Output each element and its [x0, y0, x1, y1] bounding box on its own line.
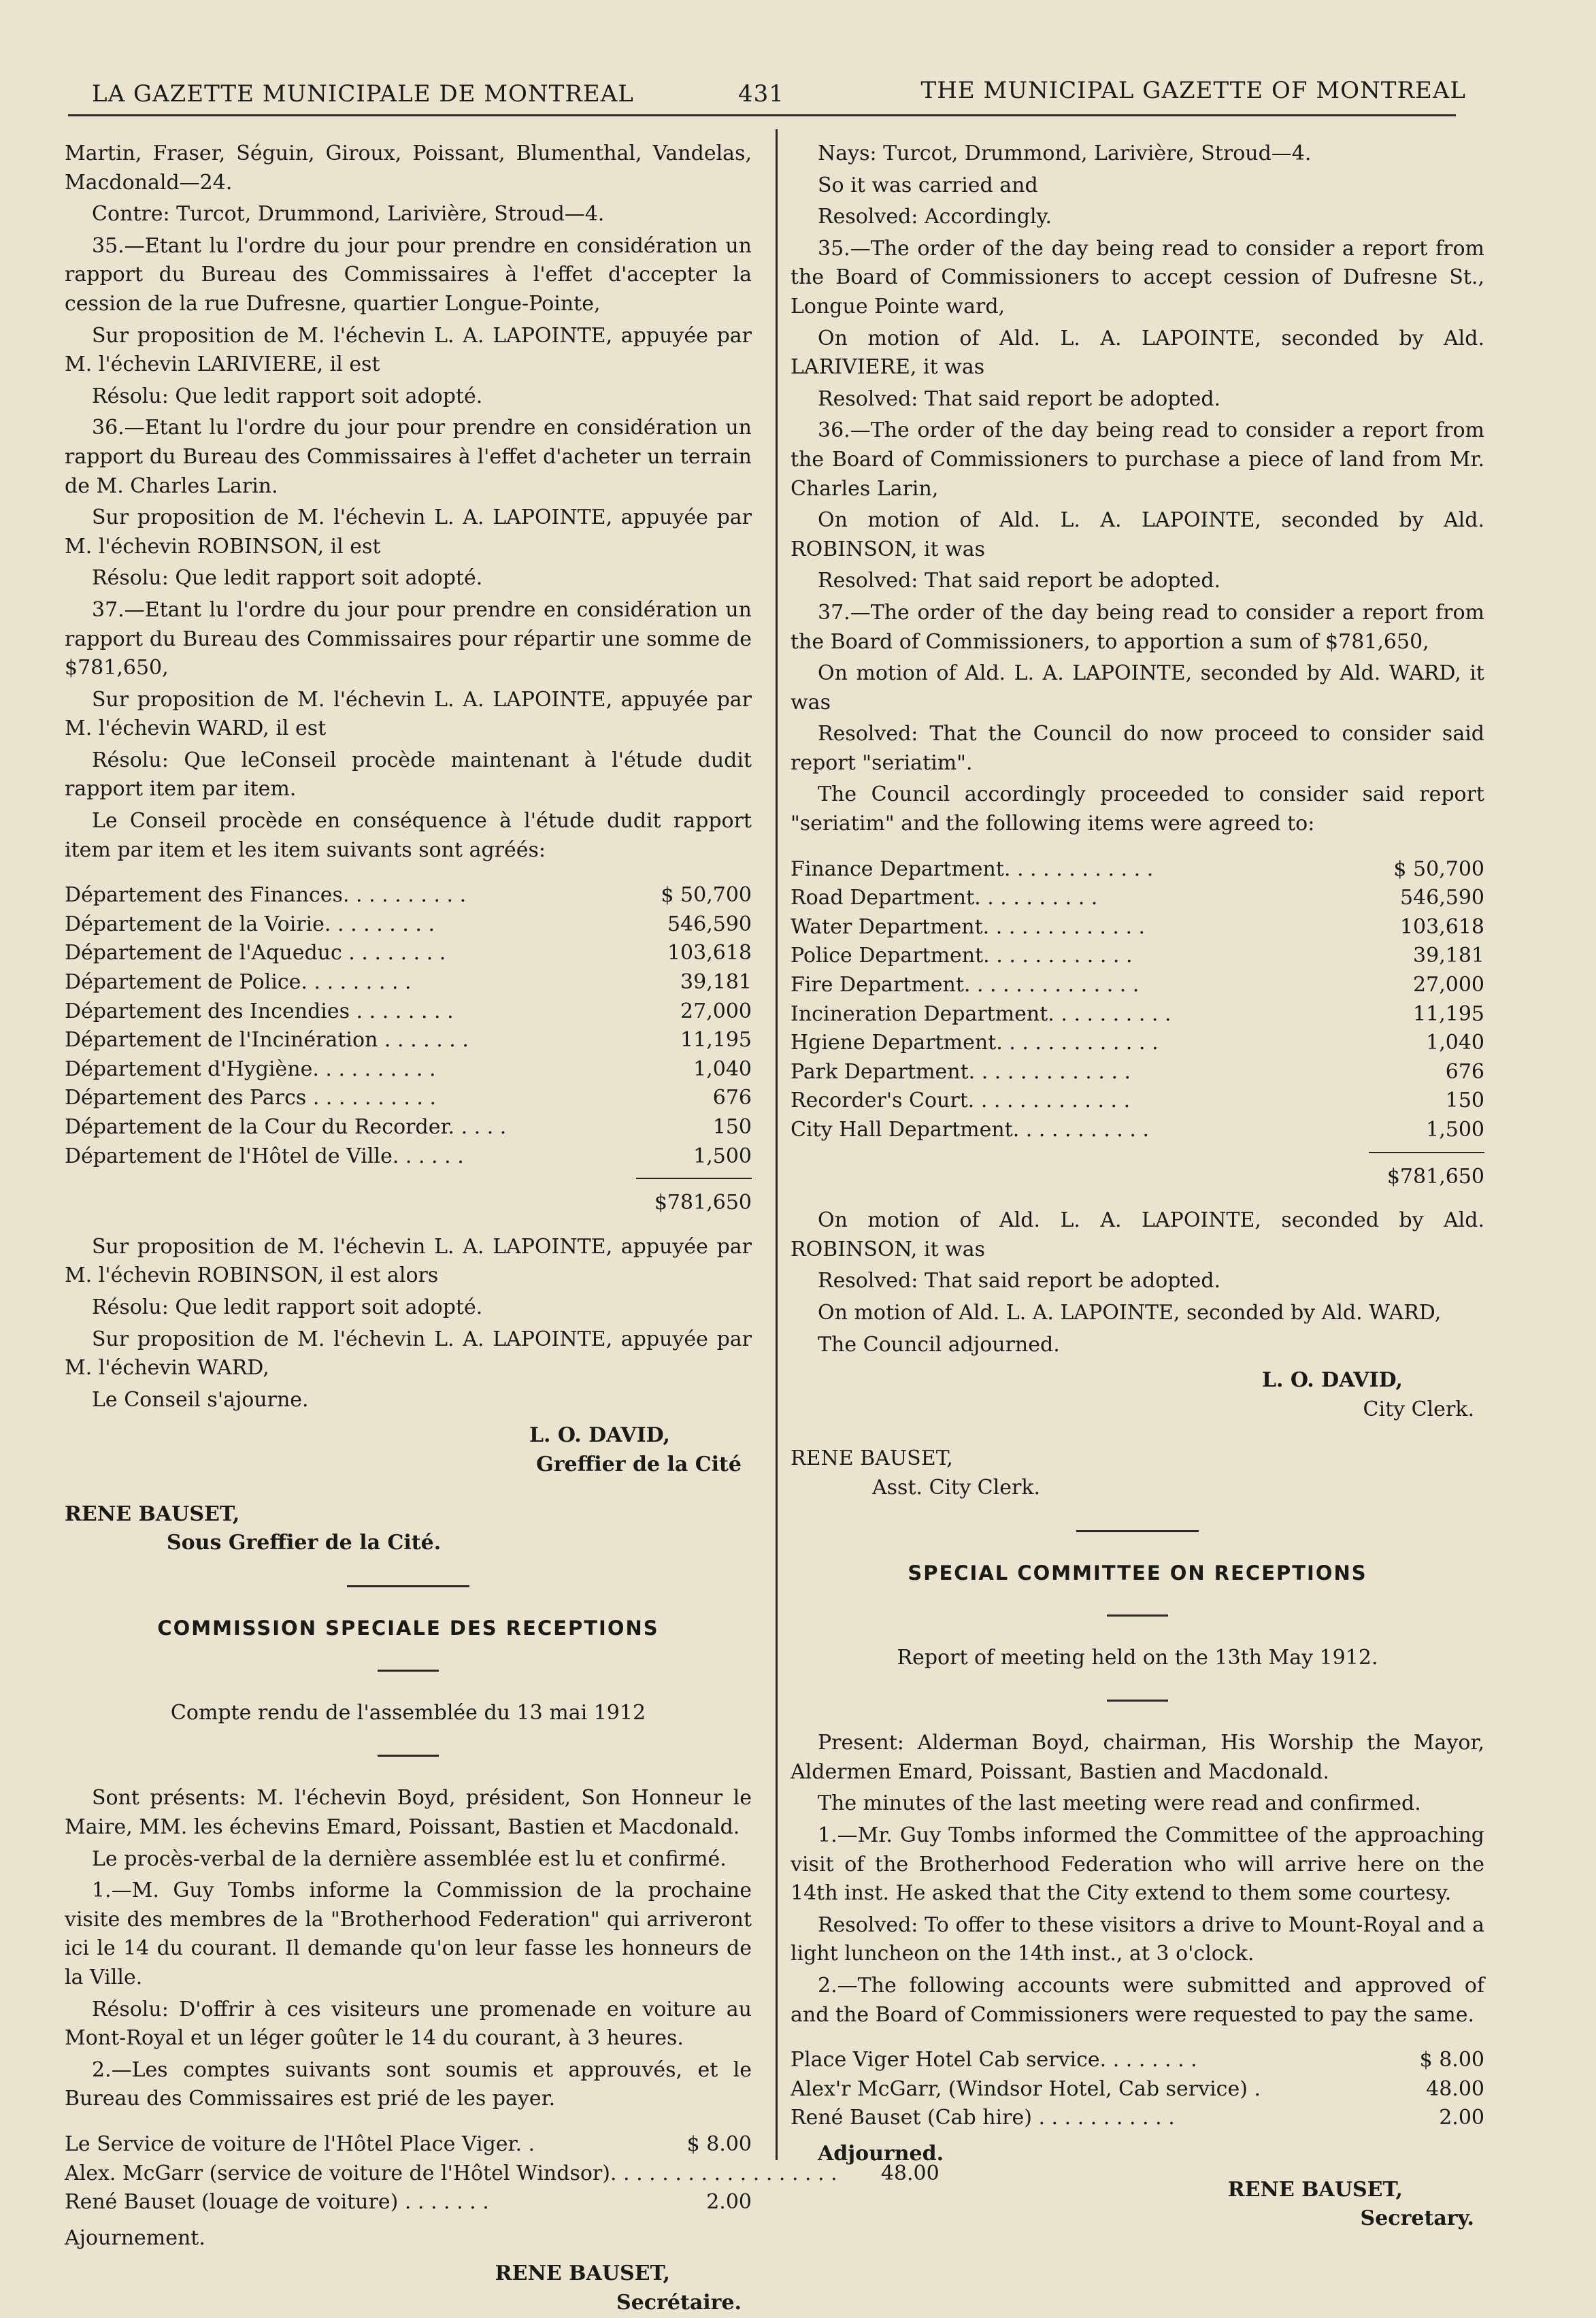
table-row: Le Service de voiture de l'Hôtel Place Viger. . $ 8.00 [65, 2132, 752, 2157]
table-total: $781,650 [636, 1178, 752, 1218]
paragraph: On motion of Ald. L. A. LAPOINTE, seconded by Ald. ROBINSON, it was [791, 1208, 1484, 1261]
table-total: $781,650 [1369, 1152, 1484, 1192]
paragraph: Sur proposition de M. l'échevin L. A. LAPOINTE, appuyée par M. l'échevin LARIVIERE, il est [65, 323, 752, 377]
table-row: Road Department. . . . . . . . . . 546,590 [791, 886, 1484, 910]
assistant-signature [65, 1500, 752, 1558]
paragraph: Résolu: Que leConseil procède maintenant à l'étude dudit rapport item par item. [65, 748, 752, 801]
paragraph: 35.—The order of the day being read to consider a report from the Board of Commissioners to accept cession of Dufresne St., Longue Pointe ward, [791, 236, 1484, 318]
table-row: Département d'Hygiène. . . . . . . . . . 1,040 [65, 1057, 752, 1081]
table-row: Police Department. . . . . . . . . . . . 39,181 [791, 944, 1484, 968]
paragraph: On motion of Ald. L. A. LAPOINTE, seconded by Ald. WARD, [818, 1300, 1442, 1325]
paragraph: Martin, Fraser, Séguin, Giroux, Poissant, Blumenthal, Vandelas, Macdonald—24. [65, 142, 752, 195]
report-line: Compte rendu de l'assemblée du 13 mai 1912 [170, 1700, 646, 1725]
secretary-role: Secrétaire. [616, 2290, 742, 2315]
paragraph: Resolved: Accordingly. [818, 205, 1052, 229]
table-row: Département des Finances. . . . . . . . . . $ 50,700 [65, 883, 752, 908]
paragraph: Sur proposition de M. l'échevin L. A. LAPOINTE, appuyée par M. l'échevin ROBINSON, il est alors [65, 1234, 752, 1288]
paragraph: Résolu: Que ledit rapport soit adopté. [92, 384, 483, 408]
table-row: Finance Department. . . . . . . . . . . . $ 50,700 [791, 857, 1484, 881]
divider [1107, 1615, 1168, 1617]
table-row: René Bauset (Cab hire) . . . . . . . . . . . 2.00 [791, 2106, 1484, 2130]
paragraph: 2.—Les comptes suivants sont soumis et approuvés, et le Bureau des Commissaires est prié de les payer. [65, 2057, 752, 2111]
signature-name: L. O. DAVID, [1261, 1368, 1403, 1393]
paragraph: 36.—The order of the day being read to consider a report from the Board of Commissioners to purchase a piece of land from Mr. Charles Larin, [791, 418, 1484, 501]
section-title-fr: COMMISSION SPECIALE DES RECEPTIONS [157, 1616, 659, 1640]
table-row: Fire Department. . . . . . . . . . . . . . 27,000 [791, 973, 1484, 997]
page-number: 431 [738, 80, 784, 107]
table-row: Place Viger Hotel Cab service. . . . . . . . $ 8.00 [791, 2048, 1484, 2072]
english-column [791, 139, 1484, 2234]
adjourn-line: Ajournement. [65, 2225, 205, 2250]
table-row: René Bauset (louage de voiture) . . . . . . . 2.00 [65, 2190, 752, 2215]
paragraph: Sur proposition de M. l'échevin L. A. LAPOINTE, appuyée par M. l'échevin WARD, [65, 1327, 752, 1380]
table-row: Alex. McGarr (service de voiture de l'Hôtel Windsor). . . . . . . . . . . . . . . . . . 48.00 [65, 2161, 940, 2185]
header-title-fr: LA GAZETTE MUNICIPALE DE MONTREAL [92, 80, 634, 107]
divider [1107, 1700, 1168, 1702]
paragraph: Le procès-verbal de la dernière assemblée est lu et confirmé. [92, 1847, 727, 1871]
budget-table-fr [65, 881, 752, 1171]
paragraph: Resolved: That said report be adopted. [818, 569, 1221, 593]
paragraph: The Council accordingly proceeded to consider said report "seriatim" and the following items were agreed to: [791, 782, 1484, 836]
paragraph: Le Conseil s'ajourne. [92, 1387, 309, 1412]
table-row: Hgiene Department. . . . . . . . . . . . . 1,040 [791, 1031, 1484, 1055]
adjourn-line: Adjourned. [818, 2142, 944, 2166]
signature-name: L. O. DAVID, [529, 1423, 670, 1448]
paragraph: 2.—The following accounts were submitted and approved of and the Board of Commissioners were requested to pay the same. [791, 1974, 1484, 2027]
signature-role: Greffier de la Cité [536, 1452, 742, 1476]
table-row: Water Department. . . . . . . . . . . . . 103,618 [791, 914, 1484, 939]
assistant-signature [791, 1444, 1484, 1502]
header-rule [68, 114, 1456, 116]
paragraph: Resolved: That the Council do now proceed to consider said report "seriatim". [791, 722, 1484, 775]
paragraph: 1.—Mr. Guy Tombs informed the Committee of the approaching visit of the Brotherhood Federation who will arrive here on the 14th inst. He asked that the City extend to them some courtesy. [791, 1823, 1484, 1906]
paragraph: 35.—Etant lu l'ordre du jour pour prendre en considération un rapport du Bureau des Commissaires à l'effet d'accepter la cession de la rue Dufresne, quartier Longue-Pointe, [65, 233, 752, 316]
paragraph: Resolved: That said report be adopted. [818, 1269, 1221, 1293]
assistant-role: Sous Greffier de la Cité. [167, 1531, 442, 1555]
table-row: Recorder's Court. . . . . . . . . . . . . 150 [791, 1089, 1484, 1113]
paragraph: Sur proposition de M. l'échevin L. A. LAPOINTE, appuyée par M. l'échevin ROBINSON, il est [65, 506, 752, 559]
section-title-en: SPECIAL COMMITTEE ON RECEPTIONS [908, 1561, 1367, 1585]
paragraph: 36.—Etant lu l'ordre du jour pour prendre en considération un rapport du Bureau des Commissaires à l'effet d'acheter un terrain de M. Charles Larin. [65, 416, 752, 498]
table-row: Département de la Cour du Recorder. . . . . 150 [65, 1115, 752, 1139]
paragraph: The minutes of the last meeting were read and confirmed. [818, 1791, 1421, 1816]
page-header [65, 60, 1466, 114]
paragraph: Contre: Turcot, Drummond, Larivière, Stroud—4. [92, 202, 605, 227]
divider [347, 1585, 469, 1587]
paragraph: The Council adjourned. [818, 1332, 1060, 1357]
paragraph: Sont présents: M. l'échevin Boyd, président, Son Honneur le Maire, MM. les échevins Emard, Poissant, Bastien et Macdonald. [65, 1786, 752, 1840]
table-row: Département de l'Incinération . . . . . . . 11,195 [65, 1028, 752, 1053]
table-row: City Hall Department. . . . . . . . . . . 1,500 [791, 1118, 1484, 1142]
paragraph: On motion of Ald. L. A. LAPOINTE, seconded by Ald. ROBINSON, it was [791, 508, 1484, 561]
table-row: Département de l'Aqueduc . . . . . . . . 103,618 [65, 941, 752, 965]
report-line: Report of meeting held on the 13th May 1912. [897, 1645, 1378, 1670]
paragraph: Sur proposition de M. l'échevin L. A. LAPOINTE, appuyée par M. l'échevin WARD, il est [65, 687, 752, 741]
paragraph: Résolu: Que ledit rapport soit adopté. [92, 1295, 483, 1319]
paragraph: On motion of Ald. L. A. LAPOINTE, seconded by Ald. WARD, it was [791, 661, 1484, 714]
header-title-en: THE MUNICIPAL GAZETTE OF MONTREAL [920, 77, 1466, 104]
budget-table-en [791, 855, 1484, 1145]
secretary-name: RENE BAUSET, [1227, 2177, 1403, 2202]
secretary-role: Secretary. [1360, 2206, 1474, 2231]
table-row: Park Department. . . . . . . . . . . . . 676 [791, 1059, 1484, 1084]
paragraph: Resolved: That said report be adopted. [818, 386, 1221, 411]
paragraph: So it was carried and [818, 173, 1038, 197]
assistant-name: RENE BAUSET, [65, 1502, 240, 1526]
table-row: Département des Parcs . . . . . . . . . . 676 [65, 1086, 752, 1110]
column-divider [776, 129, 778, 2160]
paragraph: 1.—M. Guy Tombs informe la Commission de la prochaine visite des membres de la "Brotherhood Federation" qui arriveront ici le 14 du courant. Il demande qu'on leur fasse les honneurs de la Ville. [65, 1878, 752, 1990]
table-row: Département de Police. . . . . . . . . 39,181 [65, 970, 752, 995]
divider [378, 1670, 439, 1672]
paragraph: Nays: Turcot, Drummond, Larivière, Stroud—4. [818, 142, 1312, 165]
secretary-name: RENE BAUSET, [495, 2262, 670, 2286]
paragraph: Résolu: Que ledit rapport soit adopté. [92, 566, 483, 591]
table-row: Alex'r McGarr, (Windsor Hotel, Cab service) . 48.00 [791, 2076, 1484, 2101]
table-row: Département de l'Hôtel de Ville. . . . . . 1,500 [65, 1144, 752, 1168]
paragraph: Le Conseil procède en conséquence à l'étude dudit rapport item par item et les item suivants sont agréés: [65, 809, 752, 862]
table-row: Incineration Department. . . . . . . . . . 11,195 [791, 1001, 1484, 1026]
divider [1076, 1530, 1199, 1532]
table-row: Département des Incendies . . . . . . . . 27,000 [65, 999, 752, 1023]
paragraph: 37.—Etant lu l'ordre du jour pour prendre en considération un rapport du Bureau des Commissaires pour répartir une somme de $781,650, [65, 597, 752, 680]
table-row: Département de la Voirie. . . . . . . . . 546,590 [65, 912, 752, 936]
divider [378, 1755, 439, 1757]
accounts-table-en [791, 2046, 1484, 2133]
paragraph: Resolved: To offer to these visitors a drive to Mount-Royal and a light luncheon on the 14th inst., at 3 o'clock. [791, 1913, 1484, 1966]
assistant-name: RENE BAUSET, [791, 1446, 953, 1471]
signature-role: City Clerk. [1363, 1397, 1474, 1421]
paragraph: 37.—The order of the day being read to consider a report from the Board of Commissioners, to apportion a sum of $781,650, [791, 600, 1484, 654]
assistant-role: Asst. City Clerk. [872, 1475, 1041, 1500]
paragraph: Résolu: D'offrir à ces visiteurs une promenade en voiture au Mont-Royal et un léger goûter le 14 du courant, à 3 heures. [65, 1997, 752, 2051]
paragraph: On motion of Ald. L. A. LAPOINTE, seconded by Ald. LARIVIERE, it was [791, 326, 1484, 380]
paragraph: Present: Alderman Boyd, chairman, His Worship the Mayor, Aldermen Emard, Poissant, Bastien and Macdonald. [791, 1731, 1484, 1784]
